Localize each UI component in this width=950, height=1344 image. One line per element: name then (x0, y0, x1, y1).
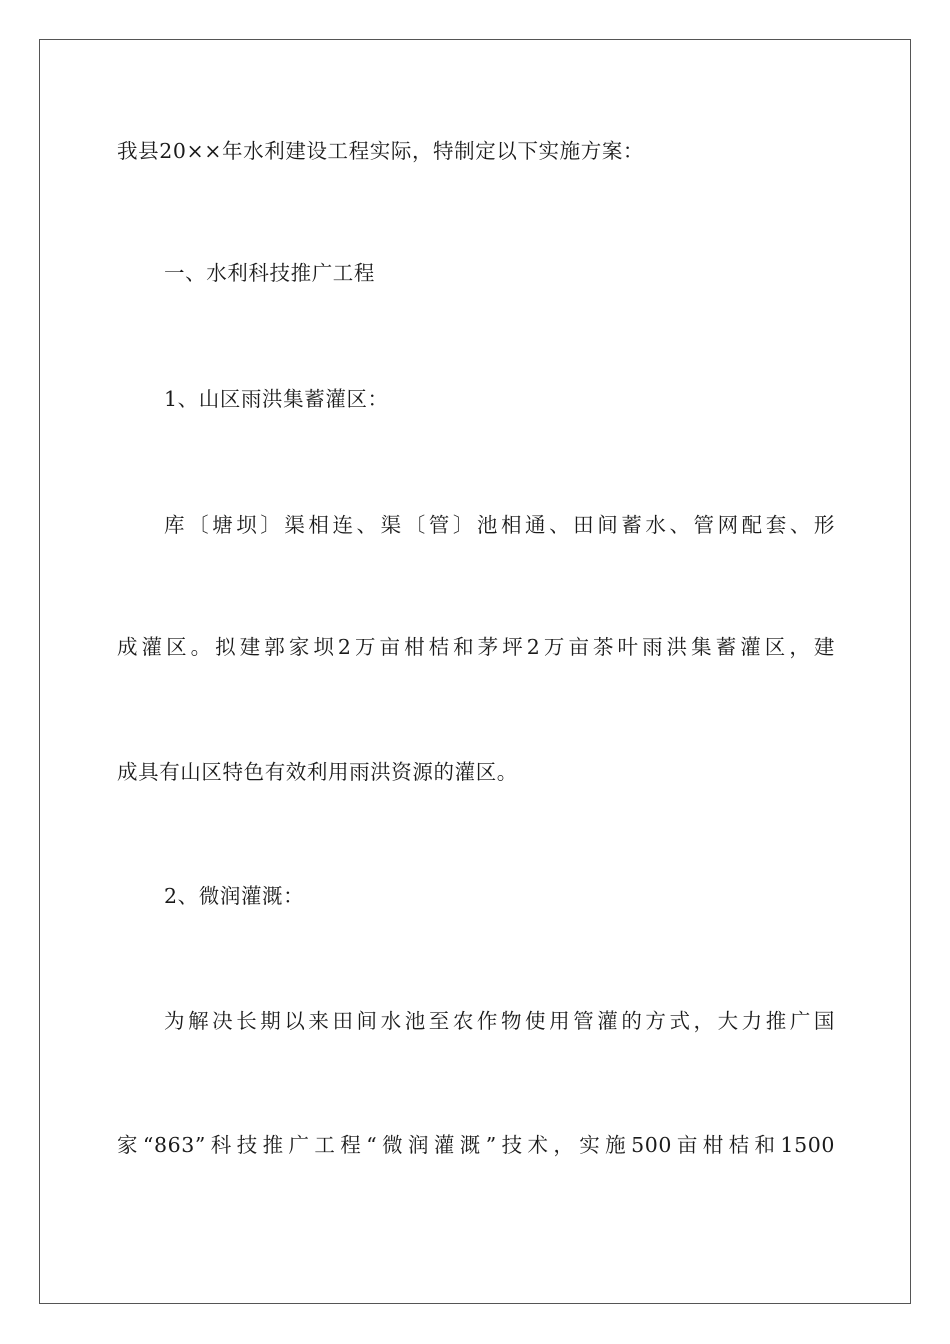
paragraph-1-line-3: 成具有山区特色有效利用雨洪资源的灌区。 (117, 760, 518, 784)
intro-paragraph-line: 我县20××年水利建设工程实际，特制定以下实施方案： (117, 139, 645, 163)
paragraph-2-line-2: 家“863”科技推广工程“微润灌溉”技术，实施500亩柑桔和1500 (117, 1133, 835, 1157)
paragraph-2-line-1: 为解决长期以来田间水池至农作物使用管灌的方式，大力推广国 (164, 1009, 835, 1033)
section-heading: 一、水利科技推广工程 (164, 261, 375, 285)
subsection-heading-1: 1、山区雨洪集蓄灌区： (164, 387, 389, 411)
paragraph-1-line-1: 库〔塘坝〕渠相连、渠〔管〕池相通、田间蓄水、管网配套、形 (164, 513, 835, 537)
page-border (39, 39, 911, 1304)
subsection-heading-2: 2、微润灌溉： (164, 884, 305, 908)
paragraph-1-line-2: 成灌区。拟建郭家坝2万亩柑桔和茅坪2万亩茶叶雨洪集蓄灌区，建 (117, 635, 835, 659)
